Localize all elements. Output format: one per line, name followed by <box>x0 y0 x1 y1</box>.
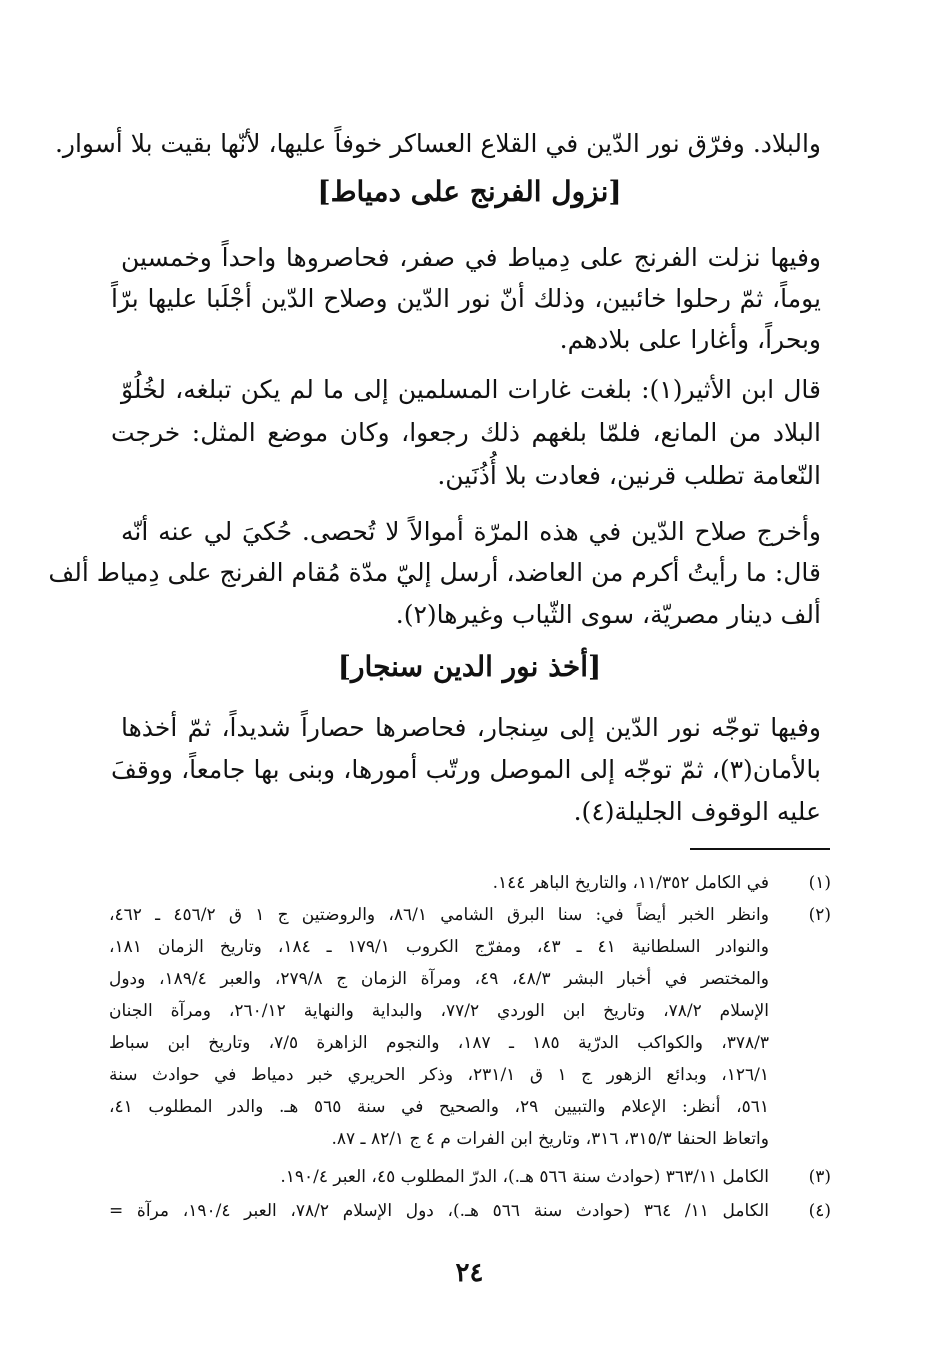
footnote-line: في الكامل ١١/٣٥٢، والتاريخ الباهر ١٤٤. <box>492 873 769 893</box>
paragraph-line: قال: ما رأيتُ أكرم من العاضد، أرسل إليّ مدّة مُقام الفرنج على دِمياط ألف <box>48 558 821 587</box>
footnote-marker: (١) <box>808 873 831 893</box>
section-heading-sinjar: [أخذ نور الدين سنجار] <box>337 650 602 683</box>
footnote-line: والمختصر في أخبار البشر ٤٨/٣، ٤٩، ومرآة الزمان ج ٢٧٩/٨، والعبر ١٨٩/٤، ودول <box>109 969 770 989</box>
footnote-line: الكامل ٣٦٣/١١ (حوادث سنة ٥٦٦ هـ.)، الدرّ المطلوب ٤٥، العبر ١٩٠/٤. <box>280 1167 769 1187</box>
paragraph-line: وأخرج صلاح الدّين في هذه المرّة أموالاً لا تُحصى. حُكيَ لي عنه أنّه <box>121 517 821 546</box>
footnote-line: ٥٦١، أنظر: الإعلام والتبيين ٢٩، والصحيح في سنة ٥٦٥ هـ. والدر المطلوب ٤١، <box>109 1097 769 1117</box>
paragraph-line: وفيها نزلت الفرنج على دِمياط في صفر، فحاصروها واحداً وخمسين <box>121 243 821 272</box>
footnote-marker: (٣) <box>808 1167 831 1187</box>
footnote-marker: (٢) <box>808 905 831 925</box>
section-heading-damietta: [نزول الفرنج على دمياط] <box>317 175 622 208</box>
carryover-line: والبلاد. وفرّق نور الدّين في القلاع العساكر خوفاً عليها، لأنّها بقيت بلا أسوار. <box>54 129 821 158</box>
paragraph-line: عليه الوقوف الجليلة(٤). <box>573 797 821 826</box>
footnote-marker: (٤) <box>808 1201 831 1221</box>
footnote-line: الإسلام ٧٨/٢، وتاريخ ابن الوردي ٧٧/٢، والبداية والنهاية ٢٦٠/١٢، ومرآة الجنان <box>109 1001 769 1021</box>
footnote-line: ٣٧٨/٣، والكواكب الدرّية ١٨٥ ـ ١٨٧، والنجوم الزاهرة ٧/٥، وتاريخ ابن سباط <box>109 1033 769 1053</box>
page-number: ٢٤ <box>455 1258 484 1288</box>
paragraph-line: وبحراً، وأغارا على بلادهم. <box>559 325 821 354</box>
paragraph-line: النّعامة تطلب قرنين، فعادت بلا أُذُنَين. <box>437 461 821 490</box>
footnote-line: وانظر الخبر أيضاً في: سنا البرق الشامي ٨٦/١، والروضتين ج ١ ق ٤٥٦/٢ ـ ٤٦٢، <box>109 905 769 925</box>
footnote-line: ١٢٦/١، وبدائع الزهور ج ١ ق ٢٣١/١، وذكر الحريري خبر دمياط في حوادث سنة <box>109 1065 770 1085</box>
footnote-line: الكامل ١١/ ٣٦٤ (حوادث سنة ٥٦٦ هـ.)، دول الإسلام ٧٨/٢، العبر ١٩٠/٤، مرآة = <box>109 1201 770 1221</box>
paragraph-line: يوماً، ثمّ رحلوا خائبين، وذلك أنّ نور الدّين وصلاح الدّين أجْلَبا عليها برّاً <box>111 284 821 313</box>
paragraph-line: ألف دينار مصريّة، سوى الثّياب وغيرها(٢). <box>395 600 821 629</box>
paragraph-line: قال ابن الأثير(١): بلغت غارات المسلمين إلى ما لم يكن تبلغه، لخُلُوّ <box>121 375 821 404</box>
paragraph-line: وفيها توجّه نور الدّين إلى سِنجار، فحاصرها حصاراً شديداً، ثمّ أخذها <box>121 713 821 742</box>
paragraph-line: بالأمان(٣)، ثمّ توجّه إلى الموصل ورتّب أمورها، وبنى بها جامعاً، ووقفَ <box>111 755 821 784</box>
footnote-line: واتعاظ الحنفا ٣١٥/٣، ٣١٦، وتاريخ ابن الفرات م ٤ ج ٨٢/١ ـ ٨٧. <box>331 1129 769 1149</box>
paragraph-line: البلاد من المانع، فلمّا بلغهم ذلك رجعوا، وكان موضع المثل: خرجت <box>111 418 821 447</box>
footnote-line: والنوادر السلطانية ٤١ ـ ٤٣، ومفرّج الكروب ١٧٩/١ ـ ١٨٤، وتاريخ الزمان ١٨١، <box>109 937 769 957</box>
footnote-separator <box>690 848 830 850</box>
